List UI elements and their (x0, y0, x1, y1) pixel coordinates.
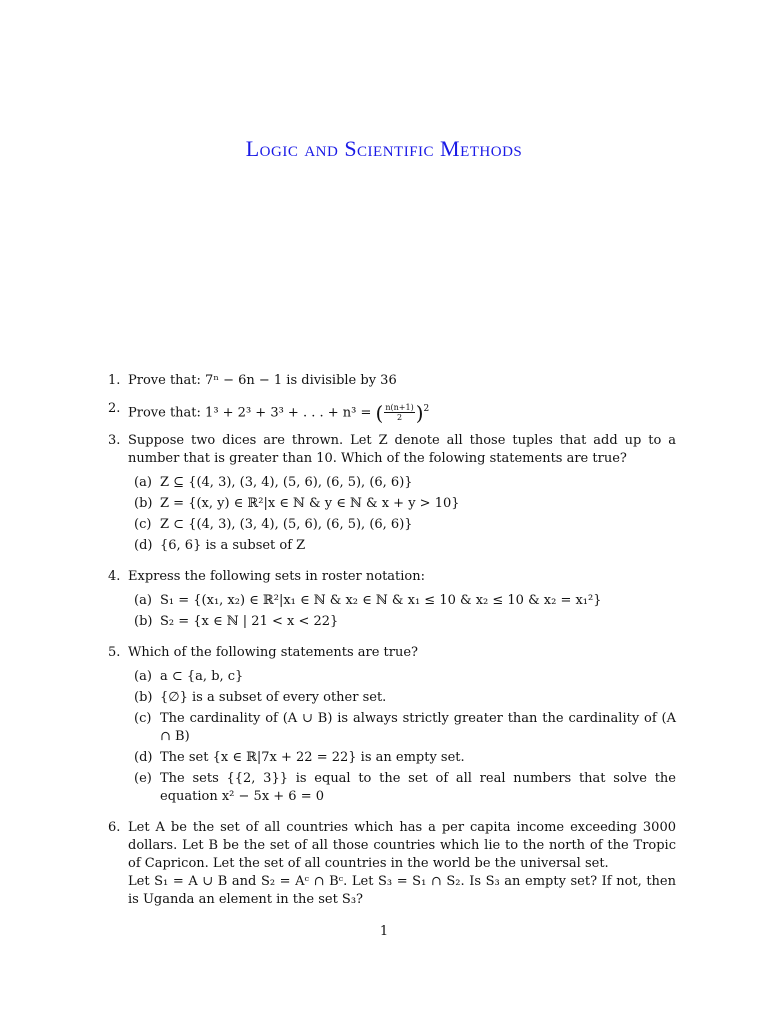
sub-text: S₁ = {(x₁, x₂) ∈ ℝ²|x₁ ∈ ℕ & x₂ ∈ ℕ & x₁ ≤ 10 & x₂ ≤ 10 & x₂ = x₁²} (160, 593, 602, 609)
problem-body (128, 432, 676, 558)
problem-text: Suppose two dices are thrown. Let Z denote all those tuples that add up to a number that is greater than 10. Which of the folowing statements are true? (128, 433, 676, 467)
right-paren: ) (415, 400, 424, 425)
problem-body (128, 568, 676, 634)
sub-label: (b) (134, 614, 153, 630)
problem-number: 2. (108, 401, 121, 416)
sub-label: (b) (134, 690, 153, 706)
problem-number: 1. (108, 373, 121, 388)
sub-item (128, 668, 676, 686)
sub-item (128, 689, 676, 707)
left-paren: ( (375, 400, 384, 425)
page-number: 1 (379, 924, 389, 939)
sub-item (128, 613, 676, 631)
problem-number: 3. (108, 433, 121, 449)
sub-text: S₂ = {x ∈ ℕ | 21 < x < 22} (160, 614, 339, 630)
sub-label: (d) (134, 750, 153, 766)
problem-5 (108, 644, 676, 809)
sub-label: (c) (134, 711, 152, 727)
sub-label: (a) (134, 669, 152, 685)
sub-item (128, 537, 676, 555)
problem-text: Prove that: 7ⁿ − 6n − 1 is divisible by 36 (128, 373, 397, 388)
sub-label: (a) (134, 475, 152, 491)
exponent: 2 (423, 404, 430, 414)
sub-label: (d) (134, 538, 153, 554)
problem-number: 6. (108, 820, 121, 836)
problem-paragraph: Let A be the set of all countries which has a per capita income exceeding 3000 dollars. Let B be the set of all those countries which lie to the north of the Tropic of Capricon. Let the set of all countries in the world be the universal set. (128, 820, 676, 872)
problem-text: Which of the following statements are true? (128, 645, 419, 661)
sub-item (128, 495, 676, 513)
sub-item (128, 770, 676, 806)
sub-label: (a) (134, 593, 152, 609)
sub-item (128, 710, 676, 746)
sub-item (128, 592, 676, 610)
problem-text-prefix: Prove that: 1³ + 2³ + 3³ + . . . + n³ = (128, 405, 376, 421)
problem-number: 4. (108, 569, 121, 585)
problem-number: 5. (108, 645, 121, 661)
problem-2 (108, 400, 676, 425)
sub-text: The cardinality of (A ∪ B) is always strictly greater than the cardinality of (A ∩ B) (160, 711, 676, 745)
problem-body (128, 819, 676, 909)
problem-body (128, 644, 676, 809)
sub-list (128, 668, 676, 806)
sub-list (128, 592, 676, 631)
problem-paragraph: Let S₁ = A ∪ B and S₂ = Aᶜ ∩ Bᶜ. Let S₃ = S₁ ∩ S₂. Is S₃ an empty set? If not, then is Uganda an element in the set S₃? (128, 874, 676, 908)
problem-6 (108, 819, 676, 909)
sub-text: {6, 6} is a subset of Z (160, 538, 306, 554)
sub-text: {∅} is a subset of every other set. (160, 690, 387, 706)
problem-3 (108, 432, 676, 558)
sub-item (128, 749, 676, 767)
sub-item (128, 516, 676, 534)
sub-text: Z = {(x, y) ∈ ℝ²|x ∈ ℕ & y ∈ ℕ & x + y > 10} (160, 496, 460, 512)
sub-label: (c) (134, 517, 152, 533)
fraction-denominator: 2 (396, 413, 403, 423)
fraction-numerator: n(n+1) (385, 403, 414, 413)
document-title: Logic and Scientific Methods (245, 136, 523, 161)
problem-text: Express the following sets in roster notation: (128, 569, 426, 585)
sub-label: (b) (134, 496, 153, 512)
problem-text (128, 400, 676, 425)
problem-1 (108, 372, 676, 390)
problem-4 (108, 568, 676, 634)
sub-label: (e) (134, 771, 152, 787)
sub-text: The set {x ∈ ℝ|7x + 22 = 22} is an empty set. (160, 750, 465, 766)
fraction (384, 403, 414, 422)
problem-list (108, 372, 676, 919)
sub-item (128, 474, 676, 492)
sub-list (128, 474, 676, 555)
sub-text: a ⊂ {a, b, c} (160, 669, 244, 685)
sub-text: Z ⊆ {(4, 3), (3, 4), (5, 6), (6, 5), (6, 6)} (160, 475, 413, 491)
sub-text: Z ⊂ {(4, 3), (3, 4), (5, 6), (6, 5), (6, 6)} (160, 517, 413, 533)
sub-text: The sets {{2, 3}} is equal to the set of all real numbers that solve the equation x² − 5x + 6 = 0 (160, 771, 676, 805)
